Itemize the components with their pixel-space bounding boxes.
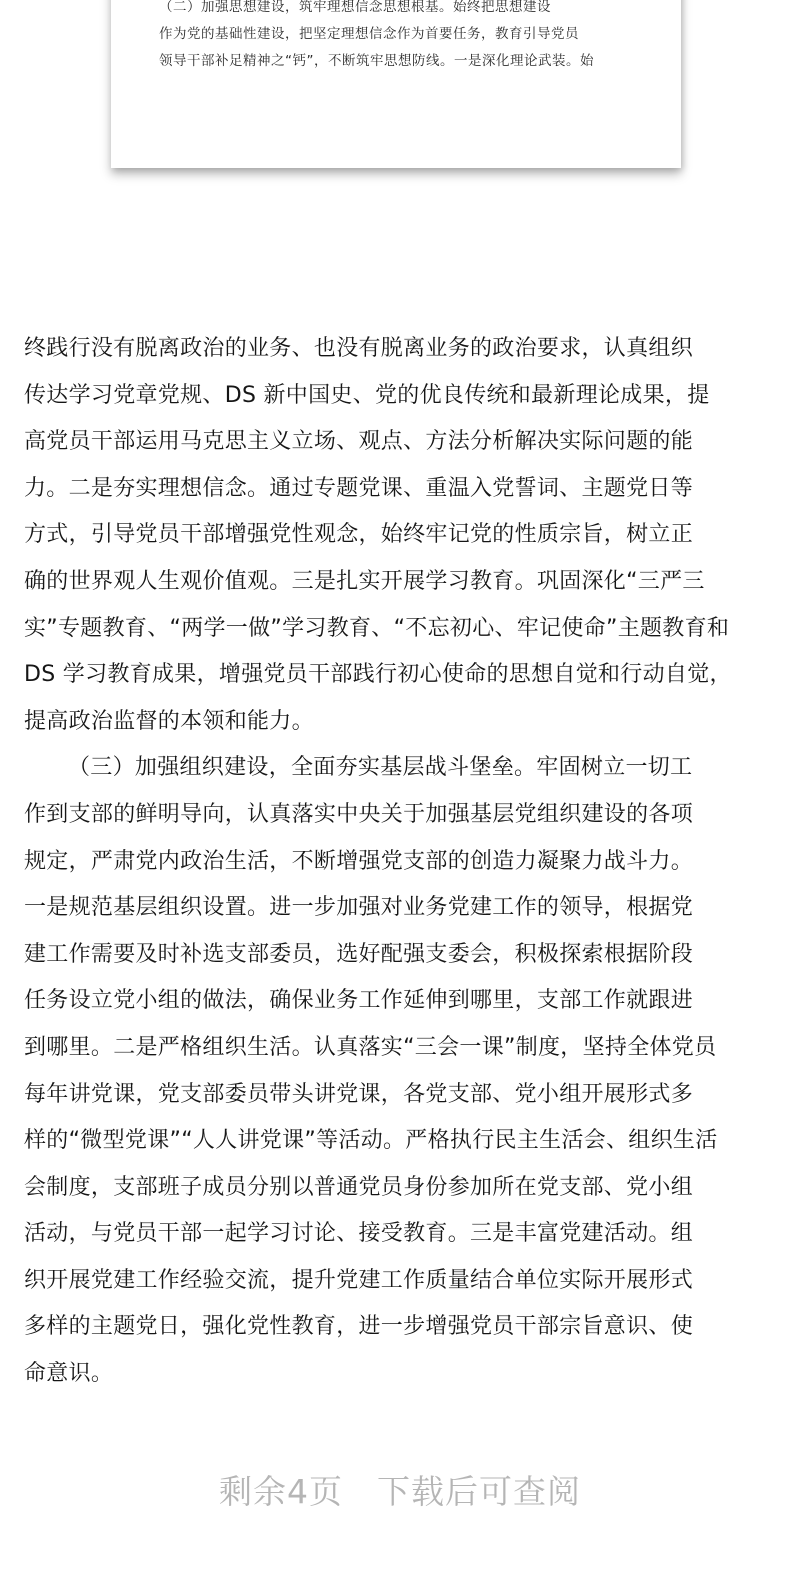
remaining-pages-banner[interactable] [0, 1466, 800, 1513]
text-line: DS 学习教育成果，增强党员干部践行初心使命的思想自觉和行动自觉， [24, 662, 732, 688]
text-line: 确的世界观人生观价值观。三是扎实开展学习教育。巩固深化“三严三 [24, 568, 705, 594]
text-line: 终践行没有脱离政治的业务、也没有脱离业务的政治要求，认真组织 [24, 336, 694, 361]
preview-line: （二）加强思想建设，筑牢理想信念思想根基。始终把思想建设 [159, 0, 551, 15]
text-line: 建工作需要及时补选支部委员，选好配强支委会，积极探索根据阶段 [24, 941, 694, 967]
document-body [24, 326, 784, 1398]
text-line: 每年讲党课，党支部委员带头讲党课，各党支部、党小组开展形式多 [24, 1081, 694, 1107]
remaining-pages-label: 剩余4页 [219, 1472, 343, 1511]
text-line: 织开展党建工作经验交流，提升党建工作质量结合单位实际开展形式 [24, 1267, 694, 1293]
text-line: 多样的主题党日，强化党性教育，进一步增强党员干部宗旨意识、使 [24, 1314, 694, 1340]
text-line: 任务设立党小组的做法，确保业务工作延伸到哪里，支部工作就跟进 [24, 988, 694, 1014]
text-line: 活动，与党员干部一起学习讨论、接受教育。三是丰富党建活动。组 [24, 1221, 694, 1247]
text-line: 样的“微型党课”“人人讲党课”等活动。严格执行民主生活会、组织生活 [24, 1128, 718, 1154]
text-line: （三）加强组织建设，全面夯实基层战斗堡垒。牢固树立一切工 [68, 755, 693, 781]
download-hint-label: 下载后可查阅 [377, 1472, 581, 1511]
preview-line: 作为党的基础性建设，把坚定理想信念作为首要任务，教育引导党员 [159, 26, 579, 42]
text-line: 提高政治监督的本领和能力。 [24, 708, 314, 734]
paragraph-1 [24, 326, 784, 745]
paragraph-2 [24, 745, 784, 1397]
text-line: 高党员干部运用马克思主义立场、观点、方法分析解决实际问题的能 [24, 429, 694, 455]
text-line: 力。二是夯实理想信念。通过专题党课、重温入党誓词、主题党日等 [24, 475, 694, 501]
text-line: 命意识。 [24, 1361, 114, 1387]
text-line: 一是规范基层组织设置。进一步加强对业务党建工作的领导，根据党 [24, 895, 694, 921]
text-line: 规定，严肃党内政治生活，不断增强党支部的创造力凝聚力战斗力。 [24, 848, 694, 874]
text-line: 作到支部的鲜明导向，认真落实中央关于加强基层党组织建设的各项 [24, 801, 694, 827]
text-line: 传达学习党章党规、DS 新中国史、党的优良传统和最新理论成果，提 [24, 382, 710, 408]
text-line: 会制度，支部班子成员分别以普通党员身份参加所在党支部、党小组 [24, 1174, 694, 1200]
text-line: 实”专题教育、“两学一做”学习教育、“不忘初心、牢记使命”主题教育和 [24, 615, 730, 641]
preview-line: 领导干部补足精神之“钙”，不断筑牢思想防线。一是深化理论武装。始 [159, 53, 594, 69]
document-preview-card [111, 0, 681, 168]
text-line: 到哪里。二是严格组织生活。认真落实“三会一课”制度，坚持全体党员 [24, 1034, 717, 1060]
text-line: 方式，引导党员干部增强党性观念，始终牢记党的性质宗旨，树立正 [24, 522, 694, 548]
